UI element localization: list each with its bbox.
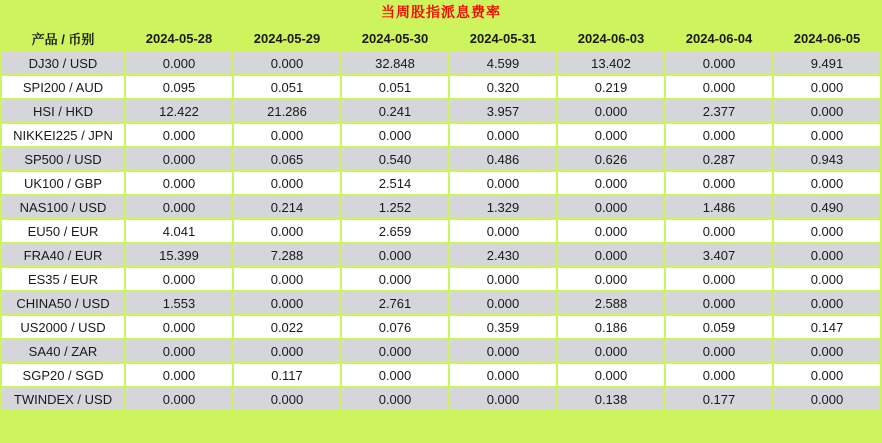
- dividend-rate-cell: 21.286: [233, 99, 341, 123]
- dividend-rate-cell: 2.659: [341, 219, 449, 243]
- dividend-rate-cell: 0.000: [557, 195, 665, 219]
- dividend-rate-cell: 0.095: [125, 75, 233, 99]
- dividend-rate-cell: 0.000: [125, 339, 233, 363]
- dividend-rate-cell: 2.588: [557, 291, 665, 315]
- product-currency-cell: US2000 / USD: [1, 315, 125, 339]
- product-currency-cell: HSI / HKD: [1, 99, 125, 123]
- table-row: [1, 339, 881, 363]
- dividend-rate-cell: 0.138: [557, 387, 665, 411]
- dividend-rate-cell: 0.000: [773, 339, 881, 363]
- dividend-rate-cell: 0.000: [341, 387, 449, 411]
- dividend-rate-cell: 0.490: [773, 195, 881, 219]
- dividend-rate-cell: 0.000: [557, 243, 665, 267]
- date-column-header: 2024-05-28: [125, 25, 233, 51]
- dividend-rate-cell: 0.626: [557, 147, 665, 171]
- table-row: [1, 243, 881, 267]
- dividend-rate-cell: 0.117: [233, 363, 341, 387]
- dividend-rate-cell: 0.000: [449, 291, 557, 315]
- dividend-rate-cell: 0.000: [125, 267, 233, 291]
- dividend-rate-cell: 0.000: [665, 123, 773, 147]
- date-column-header: 2024-05-31: [449, 25, 557, 51]
- dividend-rate-cell: 32.848: [341, 51, 449, 75]
- table-row: [1, 75, 881, 99]
- dividend-rate-cell: 0.000: [665, 51, 773, 75]
- product-currency-cell: CHINA50 / USD: [1, 291, 125, 315]
- dividend-rate-cell: 0.177: [665, 387, 773, 411]
- table-row: [1, 387, 881, 411]
- dividend-rate-cell: 0.022: [233, 315, 341, 339]
- dividend-rate-cell: 0.186: [557, 315, 665, 339]
- dividend-rate-cell: 0.000: [665, 267, 773, 291]
- table-row: [1, 99, 881, 123]
- product-currency-cell: EU50 / EUR: [1, 219, 125, 243]
- product-currency-cell: FRA40 / EUR: [1, 243, 125, 267]
- dividend-rate-cell: 0.000: [557, 339, 665, 363]
- dividend-rate-cell: 0.000: [233, 387, 341, 411]
- dividend-rate-cell: 0.000: [665, 171, 773, 195]
- dividend-rate-cell: 0.000: [449, 267, 557, 291]
- table-row: [1, 147, 881, 171]
- dividend-rate-cell: 0.000: [341, 243, 449, 267]
- dividend-rate-cell: 0.051: [341, 75, 449, 99]
- product-currency-cell: SP500 / USD: [1, 147, 125, 171]
- dividend-rate-cell: 0.000: [449, 387, 557, 411]
- dividend-rate-cell: 0.000: [557, 123, 665, 147]
- dividend-rate-cell: 0.943: [773, 147, 881, 171]
- dividend-rate-cell: 0.000: [557, 363, 665, 387]
- dividend-rate-cell: 12.422: [125, 99, 233, 123]
- dividend-rate-cell: 0.000: [233, 123, 341, 147]
- dividend-rate-cell: 0.000: [233, 171, 341, 195]
- dividend-rate-cell: 1.486: [665, 195, 773, 219]
- dividend-rate-cell: 0.000: [449, 219, 557, 243]
- table-row: [1, 195, 881, 219]
- dividend-rate-cell: 0.000: [125, 123, 233, 147]
- dividend-rate-cell: 13.402: [557, 51, 665, 75]
- dividend-rate-cell: 0.000: [449, 171, 557, 195]
- dividend-rate-cell: 0.000: [125, 387, 233, 411]
- date-column-header: 2024-05-30: [341, 25, 449, 51]
- product-currency-cell: NAS100 / USD: [1, 195, 125, 219]
- dividend-rate-cell: 0.540: [341, 147, 449, 171]
- product-currency-cell: UK100 / GBP: [1, 171, 125, 195]
- dividend-rate-cell: 15.399: [125, 243, 233, 267]
- dividend-rate-cell: 4.041: [125, 219, 233, 243]
- dividend-rate-cell: 0.000: [773, 75, 881, 99]
- page-title: 当周股指派息费率: [381, 4, 501, 20]
- dividend-rate-cell: 0.000: [449, 363, 557, 387]
- dividend-rate-cell: 0.000: [449, 339, 557, 363]
- product-currency-cell: ES35 / EUR: [1, 267, 125, 291]
- dividend-rate-cell: 0.000: [773, 291, 881, 315]
- dividend-rate-cell: 3.407: [665, 243, 773, 267]
- date-column-header: 2024-06-04: [665, 25, 773, 51]
- dividend-rate-cell: 9.491: [773, 51, 881, 75]
- dividend-rate-cell: 0.320: [449, 75, 557, 99]
- dividend-rate-cell: 0.214: [233, 195, 341, 219]
- dividend-rate-cell: 0.000: [773, 219, 881, 243]
- dividend-rate-cell: 0.000: [341, 339, 449, 363]
- dividend-rate-cell: 0.000: [665, 219, 773, 243]
- dividend-rate-cell: 2.514: [341, 171, 449, 195]
- dividend-rate-cell: 0.065: [233, 147, 341, 171]
- dividend-rate-cell: 0.059: [665, 315, 773, 339]
- dividend-rate-cell: 0.000: [773, 363, 881, 387]
- dividend-rate-cell: 0.000: [665, 339, 773, 363]
- dividend-rate-cell: 0.000: [773, 171, 881, 195]
- table-row: [1, 123, 881, 147]
- dividend-rate-cell: 0.000: [341, 267, 449, 291]
- product-currency-cell: DJ30 / USD: [1, 51, 125, 75]
- dividend-rate-cell: 0.287: [665, 147, 773, 171]
- header-row: [1, 25, 881, 51]
- product-currency-cell: SGP20 / SGD: [1, 363, 125, 387]
- dividend-rate-cell: 0.000: [233, 339, 341, 363]
- product-currency-cell: SA40 / ZAR: [1, 339, 125, 363]
- dividend-rate-cell: 0.051: [233, 75, 341, 99]
- table-row: [1, 219, 881, 243]
- dividend-rate-cell: 0.000: [125, 51, 233, 75]
- dividend-rate-cell: 0.359: [449, 315, 557, 339]
- dividend-rate-cell: 0.000: [557, 267, 665, 291]
- table-body: [1, 51, 881, 411]
- dividend-rate-cell: 0.000: [557, 171, 665, 195]
- dividend-rate-cell: 0.147: [773, 315, 881, 339]
- date-column-header: 2024-06-03: [557, 25, 665, 51]
- dividend-rate-cell: 1.329: [449, 195, 557, 219]
- dividend-rate-cell: 0.000: [773, 99, 881, 123]
- dividend-rate-cell: 0.000: [341, 363, 449, 387]
- dividend-rate-table: [0, 24, 882, 412]
- dividend-rate-cell: 0.000: [557, 99, 665, 123]
- dividend-rate-cell: 0.000: [125, 315, 233, 339]
- product-currency-cell: TWINDEX / USD: [1, 387, 125, 411]
- corner-header-product-currency: 产品 / 币别: [1, 25, 125, 51]
- dividend-rate-cell: 0.000: [341, 123, 449, 147]
- dividend-rate-cell: 0.000: [665, 291, 773, 315]
- dividend-rate-cell: 0.000: [773, 123, 881, 147]
- dividend-rate-cell: 3.957: [449, 99, 557, 123]
- dividend-rate-cell: 0.486: [449, 147, 557, 171]
- dividend-rate-cell: 0.000: [773, 387, 881, 411]
- table-row: [1, 267, 881, 291]
- dividend-rate-cell: 0.000: [665, 75, 773, 99]
- dividend-rate-cell: 0.241: [341, 99, 449, 123]
- dividend-rate-cell: 7.288: [233, 243, 341, 267]
- date-column-header: 2024-05-29: [233, 25, 341, 51]
- table-row: [1, 291, 881, 315]
- dividend-rate-cell: 0.076: [341, 315, 449, 339]
- dividend-rate-cell: 0.000: [233, 267, 341, 291]
- dividend-rate-cell: 0.000: [233, 51, 341, 75]
- dividend-rate-cell: 1.553: [125, 291, 233, 315]
- dividend-rate-cell: 0.000: [557, 219, 665, 243]
- dividend-rate-cell: 2.430: [449, 243, 557, 267]
- dividend-rate-cell: 0.000: [125, 195, 233, 219]
- product-currency-cell: NIKKEI225 / JPN: [1, 123, 125, 147]
- dividend-rate-cell: 0.000: [665, 363, 773, 387]
- dividend-rate-cell: 0.000: [773, 267, 881, 291]
- dividend-rate-cell: 0.219: [557, 75, 665, 99]
- dividend-rate-cell: 2.377: [665, 99, 773, 123]
- dividend-rate-cell: 0.000: [233, 291, 341, 315]
- dividend-rate-cell: 1.252: [341, 195, 449, 219]
- dividend-rate-cell: 4.599: [449, 51, 557, 75]
- table-row: [1, 315, 881, 339]
- date-column-header: 2024-06-05: [773, 25, 881, 51]
- dividend-rate-cell: 0.000: [233, 219, 341, 243]
- dividend-rate-cell: 0.000: [449, 123, 557, 147]
- table-row: [1, 51, 881, 75]
- dividend-rate-cell: 2.761: [341, 291, 449, 315]
- dividend-rate-cell: 0.000: [125, 363, 233, 387]
- dividend-rate-cell: 0.000: [125, 147, 233, 171]
- table-row: [1, 171, 881, 195]
- dividend-rate-cell: 0.000: [125, 171, 233, 195]
- dividend-rate-cell: 0.000: [773, 243, 881, 267]
- product-currency-cell: SPI200 / AUD: [1, 75, 125, 99]
- table-row: [1, 363, 881, 387]
